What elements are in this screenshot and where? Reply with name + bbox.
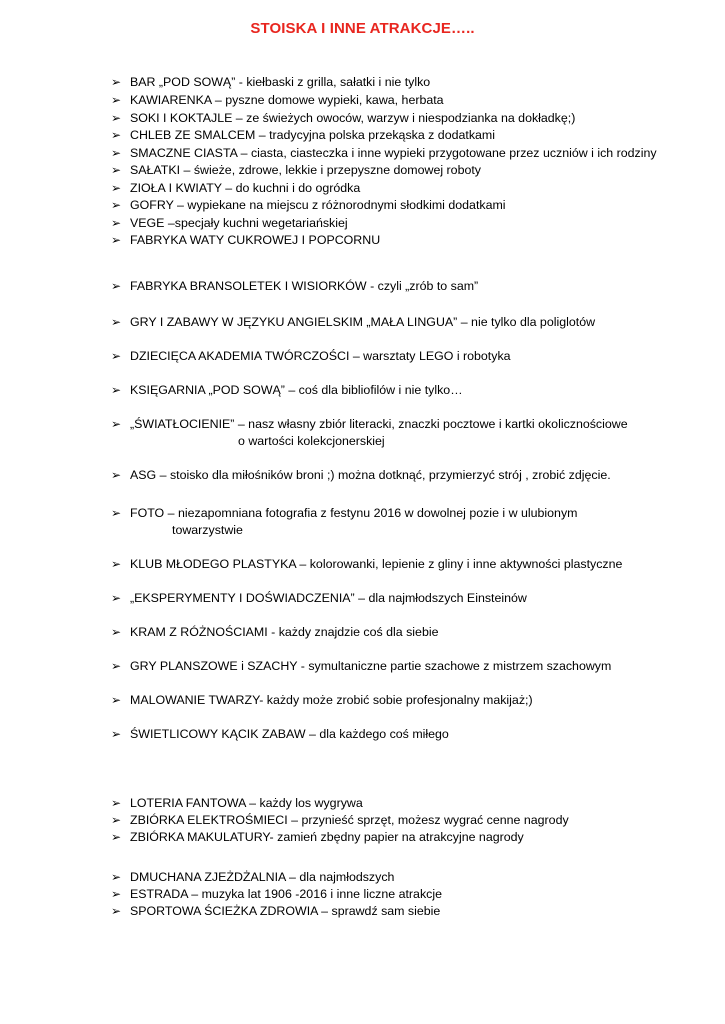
arrow-bullet-icon: ➢ <box>111 279 122 293</box>
list-item-text: GOFRY – wypiekane na miejscu z różnorodnymi słodkimi dodatkami <box>130 198 506 212</box>
list-item-text: ZBIÓRKA MAKULATURY- zamień zbędny papier na atrakcyjne nagrody <box>130 830 524 844</box>
list-item-text: DZIECIĘCA AKADEMIA TWÓRCZOŚCI – warsztaty LEGO i robotyka <box>130 349 511 363</box>
arrow-bullet-icon: ➢ <box>111 128 122 142</box>
list-item-text: ZBIÓRKA ELEKTROŚMIECI – przynieść sprzęt, możesz wygrać cenne nagrody <box>130 813 569 827</box>
list-item-text: KLUB MŁODEGO PLASTYKA – kolorowanki, lepienie z gliny i inne aktywności plastyczne <box>130 557 623 571</box>
list-item-text: CHLEB ZE SMALCEM – tradycyjna polska przekąska z dodatkami <box>130 128 495 142</box>
list-item-text: MALOWANIE TWARZY- każdy może zrobić sobie profesjonalny makijaż;) <box>130 693 533 707</box>
arrow-bullet-icon: ➢ <box>111 468 122 482</box>
arrow-bullet-icon: ➢ <box>111 146 122 160</box>
list-item-text: LOTERIA FANTOWA – każdy los wygrywa <box>130 796 363 810</box>
arrow-bullet-icon: ➢ <box>111 349 122 363</box>
list-item-text: FABRYKA WATY CUKROWEJ I POPCORNU <box>130 233 381 247</box>
arrow-bullet-icon: ➢ <box>111 693 122 707</box>
list-item-text: „EKSPERYMENTY I DOŚWIADCZENIA” – dla najmłodszych Einsteinów <box>130 591 527 605</box>
arrow-bullet-icon: ➢ <box>111 870 122 884</box>
arrow-bullet-icon: ➢ <box>111 557 122 571</box>
arrow-bullet-icon: ➢ <box>111 796 122 810</box>
arrow-bullet-icon: ➢ <box>111 315 122 329</box>
arrow-bullet-icon: ➢ <box>111 830 122 844</box>
list-item-continuation: o wartości kolekcjonerskiej <box>238 434 385 448</box>
list-item-text: SOKI I KOKTAJLE – ze świeżych owoców, warzyw i niespodzianka na dokładkę;) <box>130 111 576 125</box>
list-item-text: GRY PLANSZOWE i SZACHY - symultaniczne partie szachowe z mistrzem szachowym <box>130 659 612 673</box>
list-item-text: KRAM Z RÓŻNOŚCIAMI - każdy znajdzie coś dla siebie <box>130 625 439 639</box>
arrow-bullet-icon: ➢ <box>111 93 122 107</box>
list-item-text: KAWIARENKA – pyszne domowe wypieki, kawa, herbata <box>130 93 444 107</box>
list-item-text: SMACZNE CIASTA – ciasta, ciasteczka i inne wypieki przygotowane przez uczniów i ich rodziny <box>130 146 657 160</box>
list-item-text: GRY I ZABAWY W JĘZYKU ANGIELSKIM „MAŁA LINGUA” – nie tylko dla poliglotów <box>130 315 596 329</box>
arrow-bullet-icon: ➢ <box>111 233 122 247</box>
arrow-bullet-icon: ➢ <box>111 198 122 212</box>
arrow-bullet-icon: ➢ <box>111 659 122 673</box>
list-item-text: DMUCHANA ZJEŻDŻALNIA – dla najmłodszych <box>130 870 395 884</box>
arrow-bullet-icon: ➢ <box>111 216 122 230</box>
arrow-bullet-icon: ➢ <box>111 813 122 827</box>
page-title: STOISKA I INNE ATRAKCJE….. <box>250 20 475 37</box>
arrow-bullet-icon: ➢ <box>111 887 122 901</box>
arrow-bullet-icon: ➢ <box>111 417 122 431</box>
arrow-bullet-icon: ➢ <box>111 383 122 397</box>
list-item-continuation: towarzystwie <box>172 523 243 537</box>
list-item-text: „ŚWIATŁOCIENIE” – nasz własny zbiór literacki, znaczki pocztowe i kartki okolicznościowe o wartości kolekcjonerskiej <box>130 417 628 448</box>
list-item-text: SAŁATKI – świeże, zdrowe, lekkie i przepyszne domowej roboty <box>130 163 481 177</box>
arrow-bullet-icon: ➢ <box>111 591 122 605</box>
list-item-text: ŚWIETLICOWY KĄCIK ZABAW – dla każdego coś miłego <box>130 727 449 741</box>
arrow-bullet-icon: ➢ <box>111 904 122 918</box>
arrow-bullet-icon: ➢ <box>111 163 122 177</box>
list-item-text: KSIĘGARNIA „POD SOWĄ” – coś dla bibliofilów i nie tylko… <box>130 383 463 397</box>
arrow-bullet-icon: ➢ <box>111 181 122 195</box>
arrow-bullet-icon: ➢ <box>111 625 122 639</box>
arrow-bullet-icon: ➢ <box>111 727 122 741</box>
list-item-text: SPORTOWA ŚCIEŻKA ZDROWIA – sprawdź sam siebie <box>130 904 441 918</box>
list-item-text: FABRYKA BRANSOLETEK I WISIORKÓW - czyli „zrób to sam” <box>130 279 479 293</box>
list-item-text: FOTO – niezapomniana fotografia z festynu 2016 w dowolnej pozie i w ulubionym towarzystwie <box>130 506 578 537</box>
list-item-text: ZIOŁA I KWIATY – do kuchni i do ogródka <box>130 181 361 195</box>
list-item-text: VEGE –specjały kuchni wegetariańskiej <box>130 216 348 230</box>
list-item-text: BAR „POD SOWĄ” - kiełbaski z grilla, sałatki i nie tylko <box>130 75 431 89</box>
arrow-bullet-icon: ➢ <box>111 506 122 520</box>
list-item-text: ASG – stoisko dla miłośników broni ;) można dotknąć, przymierzyć strój , zrobić zdjęcie. <box>130 468 611 482</box>
list-item-text: ESTRADA – muzyka lat 1906 -2016 i inne liczne atrakcje <box>130 887 442 901</box>
arrow-bullet-icon: ➢ <box>111 75 122 89</box>
arrow-bullet-icon: ➢ <box>111 111 122 125</box>
